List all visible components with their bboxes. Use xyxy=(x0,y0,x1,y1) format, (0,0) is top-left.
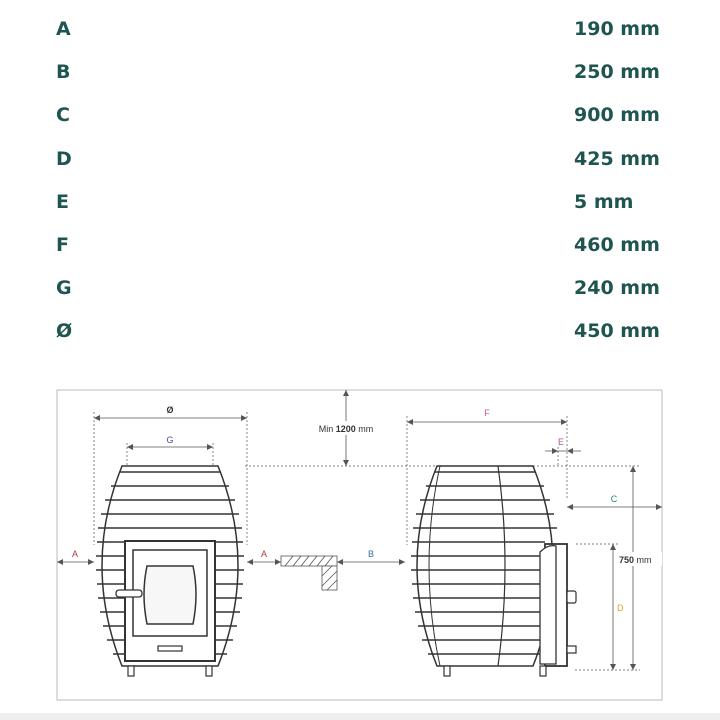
dim-label-f: F xyxy=(484,408,490,418)
spec-label: C xyxy=(56,104,70,126)
spec-value: 425 mm xyxy=(574,148,660,170)
spec-value: 450 mm xyxy=(574,320,660,342)
spec-row-a xyxy=(0,14,720,44)
spec-row-b xyxy=(0,57,720,87)
spec-label: A xyxy=(56,18,71,40)
footer-band xyxy=(0,713,720,720)
spec-value: 250 mm xyxy=(574,61,660,83)
dim-label-a-left: A xyxy=(71,549,79,559)
dim-label-e: E xyxy=(557,437,565,447)
dim-label-diameter: Ø xyxy=(166,405,174,415)
spec-value: 460 mm xyxy=(574,234,660,256)
spec-label: D xyxy=(56,148,72,170)
spec-label: F xyxy=(56,234,69,256)
spec-row-f xyxy=(0,230,720,260)
spec-row-g xyxy=(0,273,720,303)
stove-front-view xyxy=(96,466,244,676)
door-handle-side-icon xyxy=(567,591,576,603)
stove-glass-window xyxy=(144,566,196,624)
spec-label: B xyxy=(56,61,71,83)
stove-dimension-drawing xyxy=(0,370,720,710)
stove-side-view xyxy=(411,466,576,676)
protection-wall xyxy=(281,556,337,590)
ash-slot xyxy=(158,646,182,651)
spec-row-diameter xyxy=(0,316,720,346)
spec-value: 190 mm xyxy=(574,18,660,40)
min-clearance-label: Min 1200 mm xyxy=(318,424,374,434)
dim-label-a-right: A xyxy=(260,549,268,559)
spec-label: G xyxy=(56,277,72,299)
dim-label-d: D xyxy=(617,603,624,613)
spec-label: E xyxy=(56,191,69,213)
spec-value: 900 mm xyxy=(574,104,660,126)
dim-label-g: G xyxy=(166,435,174,445)
total-height-label: 750 mm xyxy=(619,555,652,565)
spec-row-e xyxy=(0,187,720,217)
spec-row-c xyxy=(0,100,720,130)
dim-label-b: B xyxy=(367,549,375,559)
dim-label-c: C xyxy=(610,494,618,504)
spec-row-d xyxy=(0,144,720,174)
door-handle-icon xyxy=(116,590,142,597)
spec-value: 240 mm xyxy=(574,277,660,299)
barrel-outline-side xyxy=(417,466,553,666)
spec-label: Ø xyxy=(56,320,73,342)
spec-value: 5 mm xyxy=(574,191,634,213)
